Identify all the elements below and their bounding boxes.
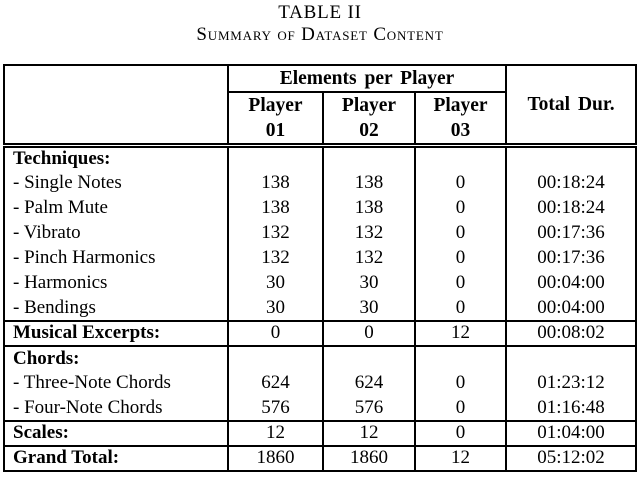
player-02-header (323, 92, 415, 146)
value-cell: 00:18:24 (506, 171, 636, 196)
value-cell: 0 (415, 371, 506, 396)
value-cell: 138 (228, 171, 323, 196)
value-cell (415, 346, 506, 371)
value-cell: 30 (228, 296, 323, 321)
row-grand-total (4, 446, 636, 471)
value-cell: 132 (228, 246, 323, 271)
row-single-notes (4, 171, 636, 196)
value-cell (323, 346, 415, 371)
player-01-header-line1: Player (248, 95, 303, 116)
value-cell: 00:17:36 (506, 246, 636, 271)
value-cell: 132 (323, 246, 415, 271)
row-label: - Single Notes (4, 171, 228, 196)
value-cell: 0 (415, 396, 506, 421)
row-chords (4, 346, 636, 371)
table-body (4, 146, 636, 471)
table-number: TABLE II (278, 2, 362, 23)
player-01-header-line2: 01 (265, 120, 286, 141)
row-palm-mute (4, 196, 636, 221)
row-label: Chords: (4, 346, 228, 371)
row-pinch-harmonics (4, 246, 636, 271)
value-cell: 12 (228, 421, 323, 446)
table-title: Summary of Dataset Content (196, 24, 444, 45)
row-bendings (4, 296, 636, 321)
value-cell: 01:23:12 (506, 371, 636, 396)
value-cell: 12 (323, 421, 415, 446)
value-cell: 0 (415, 296, 506, 321)
value-cell: 0 (228, 321, 323, 346)
value-cell (323, 146, 415, 171)
player-03-header-line1: Player (433, 95, 488, 116)
row-vibrato (4, 221, 636, 246)
value-cell: 00:04:00 (506, 271, 636, 296)
total-duration-header: Total Dur. (506, 65, 636, 146)
player-01-header (228, 92, 323, 146)
row-scales (4, 421, 636, 446)
value-cell: 138 (228, 196, 323, 221)
value-cell: 0 (415, 271, 506, 296)
row-label: Musical Excerpts: (4, 321, 228, 346)
value-cell: 01:04:00 (506, 421, 636, 446)
row-label: - Four-Note Chords (4, 396, 228, 421)
value-cell (415, 146, 506, 171)
value-cell: 12 (415, 321, 506, 346)
player-02-header-line2: 02 (359, 120, 379, 141)
value-cell (228, 346, 323, 371)
value-cell: 0 (415, 171, 506, 196)
value-cell: 00:08:02 (506, 321, 636, 346)
row-label: - Bendings (4, 296, 228, 321)
table-header (4, 65, 636, 146)
player-03-header-line2: 03 (450, 120, 471, 141)
corner-cell (4, 65, 228, 146)
row-label: - Harmonics (4, 271, 228, 296)
value-cell: 132 (323, 221, 415, 246)
value-cell: 05:12:02 (506, 446, 636, 471)
row-three-note-chords (4, 371, 636, 396)
row-label: - Vibrato (4, 221, 228, 246)
player-03-header (415, 92, 506, 146)
dataset-summary-table (3, 64, 637, 472)
value-cell: 576 (323, 396, 415, 421)
value-cell: 00:18:24 (506, 196, 636, 221)
row-label: Techniques: (4, 146, 228, 171)
value-cell: 1860 (228, 446, 323, 471)
value-cell: 0 (415, 221, 506, 246)
row-four-note-chords (4, 396, 636, 421)
row-label: Grand Total: (4, 446, 228, 471)
value-cell: 0 (323, 321, 415, 346)
value-cell: 138 (323, 171, 415, 196)
value-cell: 132 (228, 221, 323, 246)
value-cell: 0 (415, 421, 506, 446)
value-cell: 138 (323, 196, 415, 221)
value-cell: 30 (323, 271, 415, 296)
value-cell: 01:16:48 (506, 396, 636, 421)
table-caption (0, 0, 640, 45)
header-row-group (4, 65, 636, 92)
row-harmonics (4, 271, 636, 296)
value-cell: 30 (228, 271, 323, 296)
value-cell: 00:04:00 (506, 296, 636, 321)
value-cell: 1860 (323, 446, 415, 471)
row-label: - Three-Note Chords (4, 371, 228, 396)
value-cell (228, 146, 323, 171)
row-label: - Pinch Harmonics (4, 246, 228, 271)
value-cell: 576 (228, 396, 323, 421)
value-cell: 624 (228, 371, 323, 396)
value-cell (506, 146, 636, 171)
group-header: Elements per Player (228, 65, 506, 92)
row-musical-excerpts (4, 321, 636, 346)
player-02-header-line1: Player (341, 95, 397, 116)
row-label: Scales: (4, 421, 228, 446)
value-cell: 00:17:36 (506, 221, 636, 246)
value-cell: 30 (323, 296, 415, 321)
value-cell: 624 (323, 371, 415, 396)
value-cell (506, 346, 636, 371)
row-techniques (4, 146, 636, 171)
row-label: - Palm Mute (4, 196, 228, 221)
value-cell: 12 (415, 446, 506, 471)
value-cell: 0 (415, 196, 506, 221)
value-cell: 0 (415, 246, 506, 271)
